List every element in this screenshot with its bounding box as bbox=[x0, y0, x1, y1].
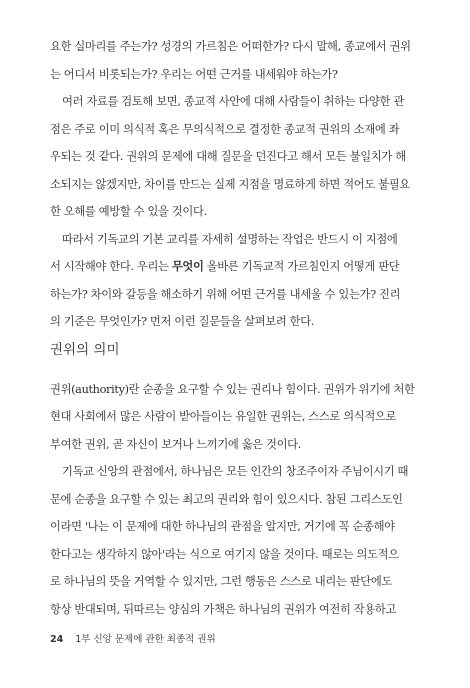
body-line: 는 어디서 비롯되는가? 우리는 어떤 근거를 내세워야 하는가? bbox=[50, 68, 338, 81]
body-text: 올바른 기독교적 가르침인지 어떻게 판단 bbox=[203, 260, 400, 273]
body-line: 한다고는 생각하지 않아'라는 식으로 여기지 않을 것이다. 때로는 의도적으 bbox=[50, 548, 399, 561]
body-line: 항상 반대되며, 뒤따르는 양심의 가책은 하나님의 권위가 여전히 작용하고 bbox=[50, 603, 397, 616]
body-line: 부여한 권위, 곧 자신이 보거나 느끼기에 옳은 것이다. bbox=[50, 438, 301, 451]
body-line: 하는가? 차이와 갈등을 해소하기 위해 어떤 근거를 내세울 수 있는가? 진리 bbox=[50, 288, 401, 301]
emphasis-text: 무엇이 bbox=[171, 260, 204, 273]
body-line: 요한 실마리를 주는가? 성경의 가르침은 어떠한가? 다시 말해, 종교에서 권위 bbox=[50, 40, 411, 53]
body-line: 의 기준은 무엇인가? 먼저 이런 질문들을 살펴보려 한다. bbox=[50, 315, 315, 328]
body-line: 문에 순종을 요구할 수 있는 최고의 권리와 힘이 있으시다. 참된 그리스도인 bbox=[50, 493, 403, 506]
page-footer bbox=[50, 631, 216, 645]
body-line: 우되는 것 같다. 권위의 문제에 대해 질문을 던진다고 해서 모든 불일치가 해 bbox=[50, 150, 406, 163]
body-line: 따라서 기독교의 기본 교리를 자세히 설명하는 작업은 반드시 이 지점에 bbox=[62, 233, 398, 246]
page-number: 24 bbox=[50, 634, 64, 645]
body-text: 서 시작해야 한다. 우리는 bbox=[50, 260, 172, 273]
body-line: 현대 사회에서 많은 사람이 받아들이는 유일한 권위는, 스스로 의식적으로 bbox=[50, 410, 397, 423]
body-line: 권위(authority)란 순종을 요구할 수 있는 권리나 힘이다. 권위가 위기에 처한 bbox=[50, 383, 415, 396]
body-line: 기독교 신앙의 관점에서, 하나님은 모든 인간의 창조주이자 주님이시기 때 bbox=[62, 465, 409, 478]
running-title: 1부 신앙 문제에 관한 최종적 권위 bbox=[75, 634, 216, 645]
body-line bbox=[50, 258, 434, 275]
body-line: 점은 주로 이미 의식적 혹은 무의식적으로 결정한 종교적 권위의 소재에 좌 bbox=[50, 123, 400, 136]
body-line: 소되지는 않겠지만, 차이를 만드는 실제 지점을 명료하게 하면 적어도 불필요 bbox=[50, 178, 410, 191]
body-line: 한 오해를 예방할 수 있을 것이다. bbox=[50, 205, 207, 218]
body-line: 여러 자료를 검토해 보면, 종교적 사안에 대해 사람들이 취하는 다양한 관 bbox=[62, 95, 404, 108]
body-line: 로 하나님의 뜻을 거역할 수 있지만, 그런 행동은 스스로 내리는 판단에도 bbox=[50, 575, 392, 588]
section-heading: 권위의 의미 bbox=[50, 342, 120, 358]
body-line: 이라면 '나는 이 문제에 대한 하나님의 관점을 알지만, 거기에 꼭 순종해야 bbox=[50, 520, 395, 533]
